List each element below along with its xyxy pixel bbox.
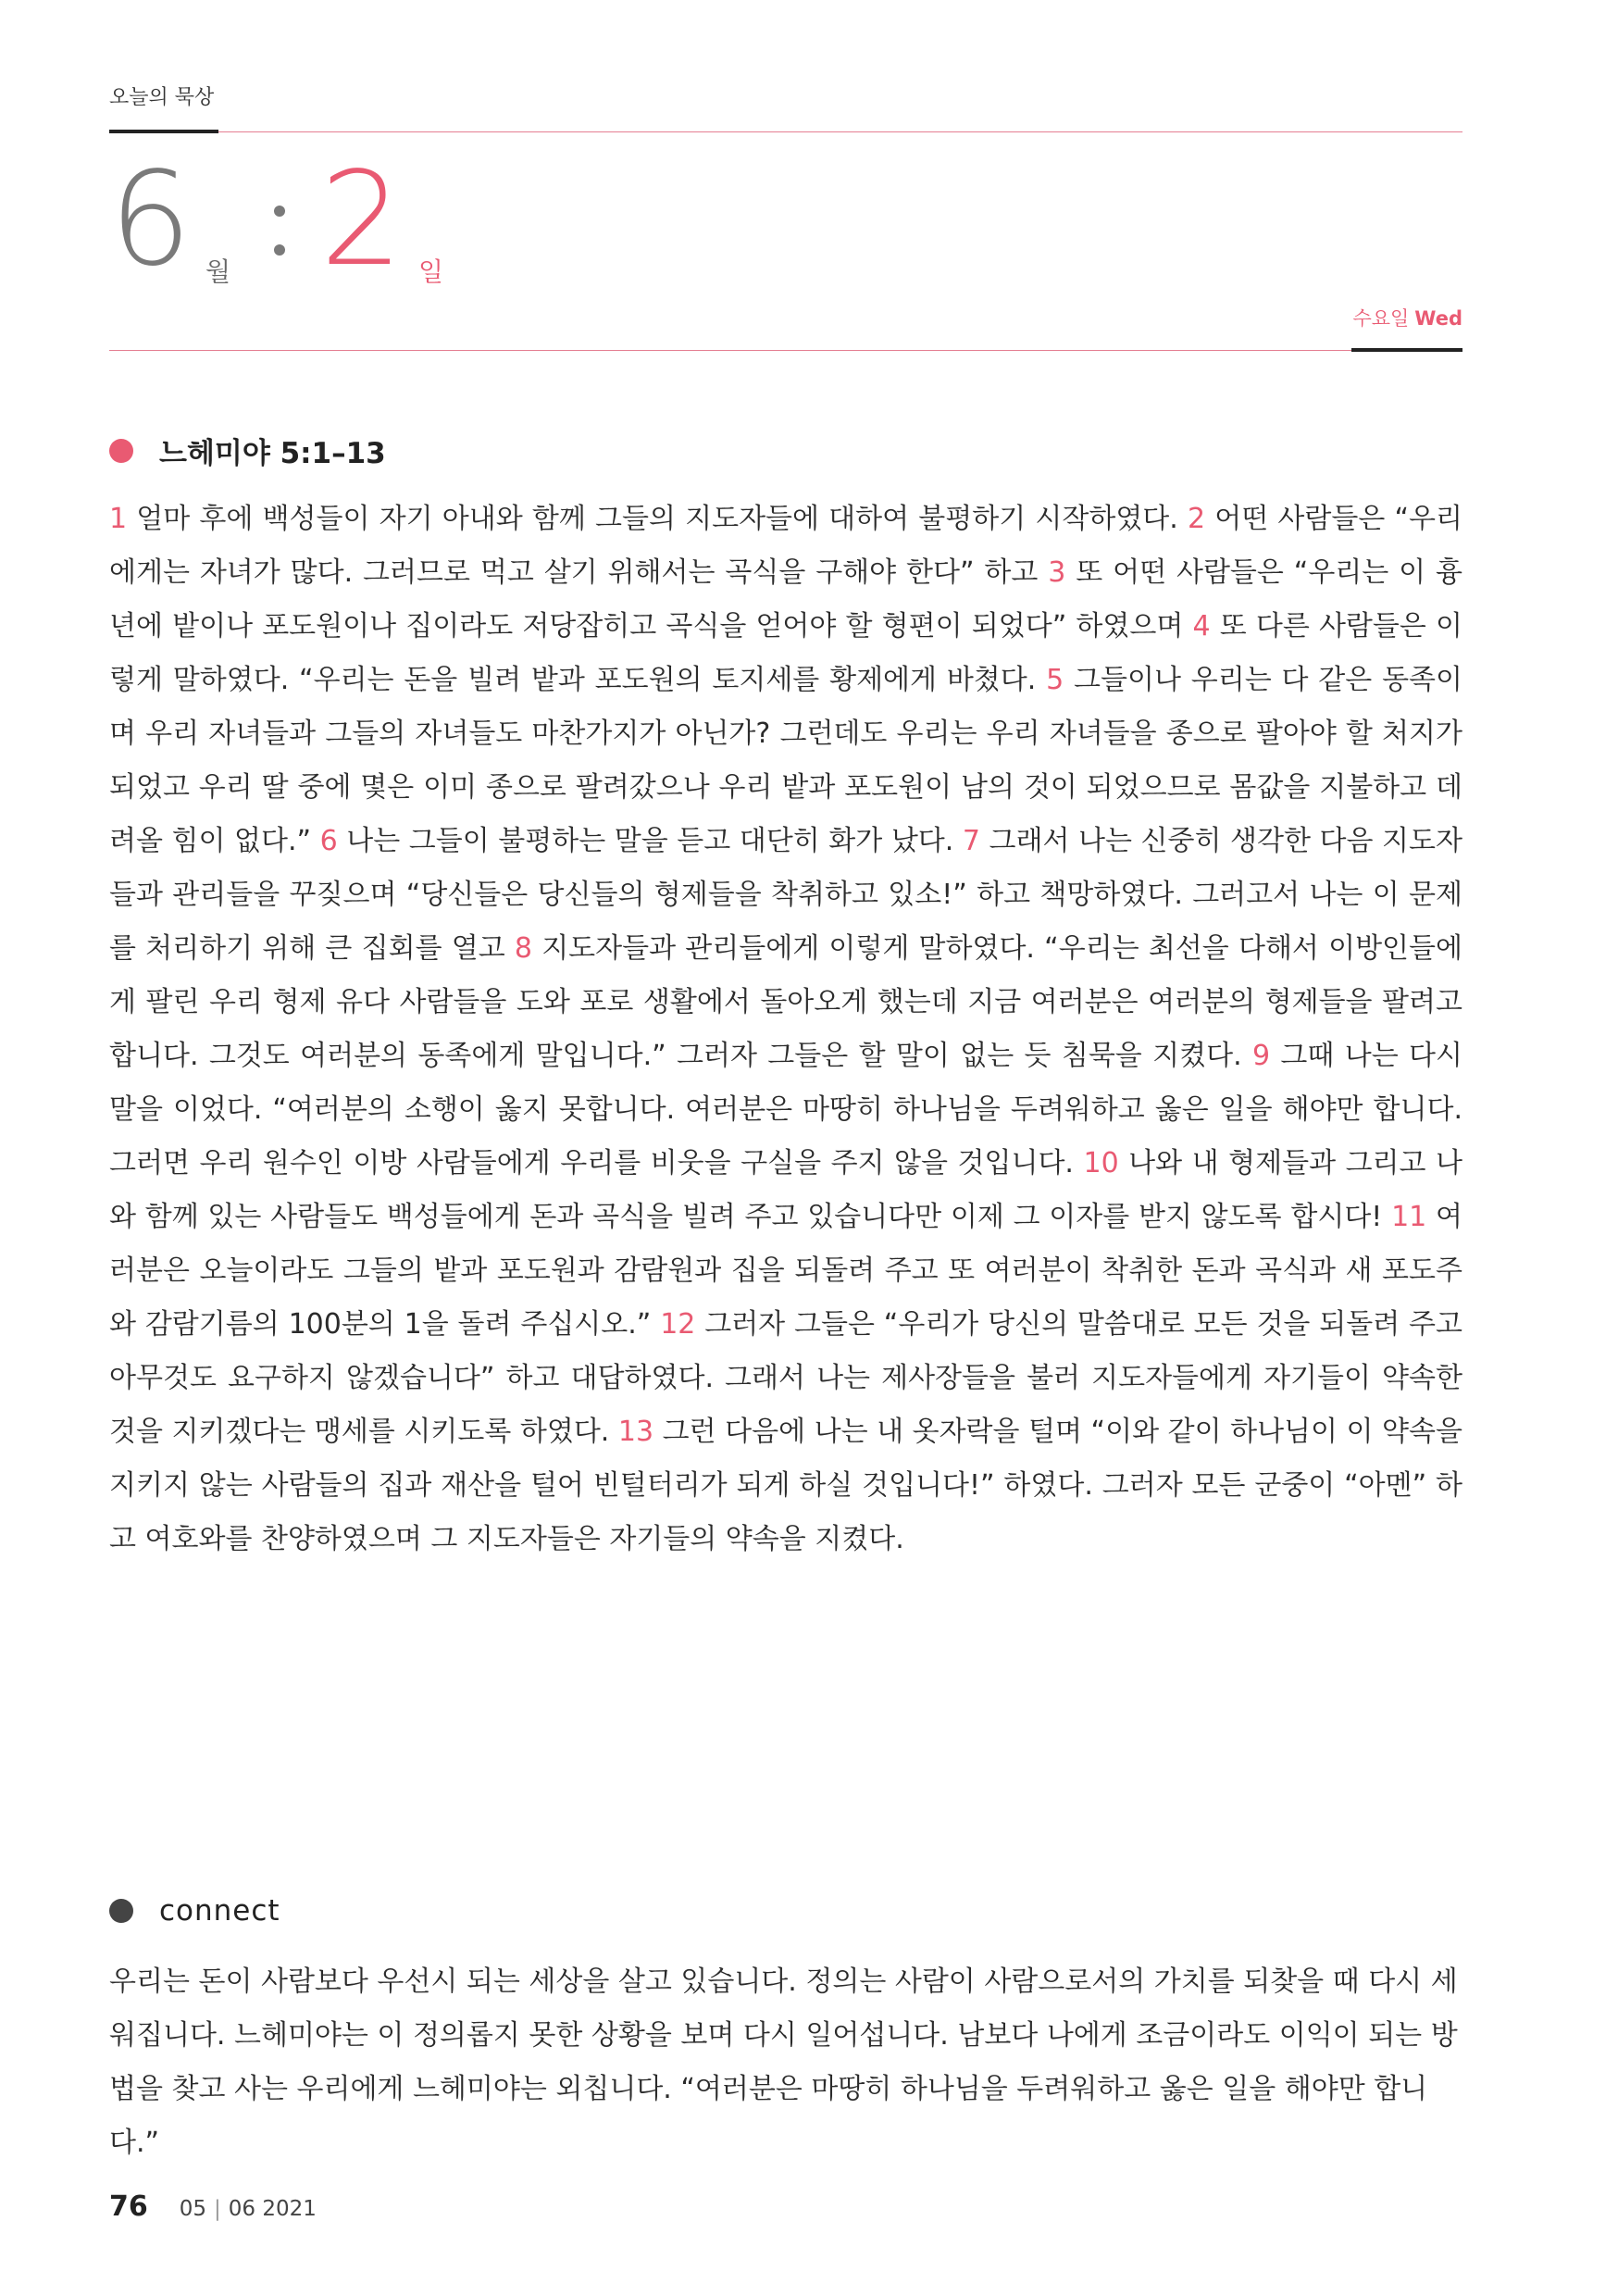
bullet-icon [109, 1899, 133, 1923]
footer [109, 2190, 317, 2223]
date-rule-dark [1351, 348, 1462, 352]
scripture-text [109, 493, 1462, 1566]
verse-text: 그때 나는 다시 말을 이었다. “여러분의 소행이 옳지 못합니다. 여러분은 마땅히 하나님을 두려워하고 옳은 일을 해야만 합니다. 그러면 우리 원수인 이방 사람들에게 우리를 비웃을 구실을 주지 않을 것입니다. [109, 1040, 1462, 1179]
weekday-korean: 수요일 [1352, 307, 1410, 330]
verse-text: 지도자들과 관리들에게 이렇게 말하였다. “우리는 최선을 다해서 이방인들에게 팔린 우리 형제 유다 사람들을 도와 포로 생활에서 돌아오게 했는데 지금 여러분은 여러분의 형제들을 팔려고 합니다. 그것도 여러분의 동족에게 말입니다.” 그러자 그들은 할 말이 없는 듯 침묵을 지켰다. [109, 932, 1462, 1072]
verse-number: 7 [962, 825, 980, 857]
verse-number: 10 [1083, 1147, 1119, 1179]
weekday-english: Wed [1414, 307, 1462, 330]
verse-text: 어떤 사람들은 “우리에게는 자녀가 많다. 그러므로 먹고 살기 위해서는 곡식을 구해야 한다” 하고 [109, 503, 1462, 589]
day-unit: 일 [418, 256, 444, 287]
day-number: 2 [320, 144, 404, 295]
verse-text: 그들이나 우리는 다 같은 동족이며 우리 자녀들과 그들의 자녀들도 마찬가지가 아닌가? 그런데도 우리는 우리 자녀들을 종으로 팔아야 할 처지가 되었고 우리 딸 중에 몇은 이미 종으로 팔려갔으나 우리 밭과 포도원이 남의 것이 되었으므로 몸값을 지불하고 데려올 힘이 없다.” [109, 664, 1463, 857]
scripture-heading [109, 430, 386, 471]
issue-rest: 06 2021 [228, 2197, 317, 2221]
verse-number: 12 [660, 1308, 696, 1341]
issue-date [180, 2197, 317, 2221]
verse-number: 4 [1192, 610, 1211, 643]
verse-text: 여러분은 오늘이라도 그들의 밭과 포도원과 감람원과 집을 되돌려 주고 또 여러분이 착취한 돈과 곡식과 새 포도주와 감람기름의 100분의 1을 돌려 주십시오.” [109, 1201, 1462, 1341]
verse-text: 그래서 나는 신중히 생각한 다음 지도자들과 관리들을 꾸짖으며 “당신들은 당신들의 형제들을 착취하고 있소!” 하고 책망하였다. 그러고서 나는 이 문제를 처리하기 위해 큰 집회를 열고 [109, 825, 1462, 965]
verse-text: 얼마 후에 백성들이 자기 아내와 함께 그들의 지도자들에 대하여 불평하기 시작하였다. [127, 503, 1188, 535]
connect-title: connect [159, 1894, 280, 1928]
date-rule-pink [109, 350, 1351, 351]
verse-number: 1 [109, 503, 128, 535]
verse-number: 5 [1046, 664, 1064, 696]
colon-dot-bottom [274, 244, 285, 256]
page-number: 76 [109, 2190, 148, 2223]
verse-text: 그러자 그들은 “우리가 당신의 말씀대로 모든 것을 되돌려 주고 아무것도 요구하지 않겠습니다” 하고 대답하였다. 그래서 나는 제사장들을 불러 지도자들에게 자기들이 약속한 것을 지키겠다는 맹세를 시키도록 하였다. [109, 1308, 1462, 1448]
month-number: 6 [109, 144, 191, 295]
verse-number: 8 [514, 932, 532, 965]
weekday [1352, 304, 1462, 331]
verse-number: 6 [319, 825, 338, 857]
bullet-icon [109, 439, 133, 463]
verse-number: 13 [617, 1416, 654, 1448]
issue-separator: | [214, 2197, 221, 2221]
verse-text: 또 다른 사람들은 이렇게 말하였다. “우리는 돈을 빌려 밭과 포도원의 토지세를 황제에게 바쳤다. [109, 610, 1463, 696]
month-unit: 월 [205, 256, 231, 287]
verse-text: 나는 그들이 불평하는 말을 듣고 대단히 화가 났다. [337, 825, 963, 857]
verse-number: 11 [1391, 1201, 1427, 1233]
colon-dot-top [274, 206, 285, 217]
section-label: 오늘의 묵상 [109, 86, 215, 109]
verse-number: 2 [1188, 503, 1206, 535]
header-rule-dark [109, 130, 218, 133]
verse-number: 9 [1251, 1040, 1271, 1072]
verse-text: 또 어떤 사람들은 “우리는 이 흉년에 밭이나 포도원이나 집이라도 저당잡히고 곡식을 얻어야 할 형편이 되었다” 하였으며 [109, 556, 1462, 643]
issue-months: 05 [179, 2197, 207, 2221]
header-rule-pink [218, 131, 1462, 132]
connect-text: 우리는 돈이 사람보다 우선시 되는 세상을 살고 있습니다. 정의는 사람이 사람으로서의 가치를 되찾을 때 다시 세워집니다. 느헤미야는 이 정의롭지 못한 상황을 보며 다시 일어섭니다. 남보다 나에게 조금이라도 이익이 되는 방법을 찾고 사는 우리에게 느헤미야는 외칩니다. “여러분은 마땅히 하나님을 두려워하고 옳은 일을 해야만 합니다.” [109, 1965, 1458, 2159]
scripture-reference: 느헤미야 5:1–13 [159, 437, 386, 470]
verse-text: 그런 다음에 나는 내 옷자락을 털며 “이와 같이 하나님이 이 약속을 지키지 않는 사람들의 집과 재산을 털어 빈털터리가 되게 하실 것입니다!” 하였다. 그러자 모든 군중이 “아멘” 하고 여호와를 찬양하였으며 그 지도자들은 자기들의 약속을 지켰다. [109, 1416, 1462, 1555]
connect-heading [109, 1894, 280, 1928]
verse-text: 나와 내 형제들과 그리고 나와 함께 있는 사람들도 백성들에게 돈과 곡식을 빌려 주고 있습니다만 이제 그 이자를 받지 않도록 합시다! [109, 1147, 1462, 1233]
verse-number: 3 [1048, 556, 1066, 589]
